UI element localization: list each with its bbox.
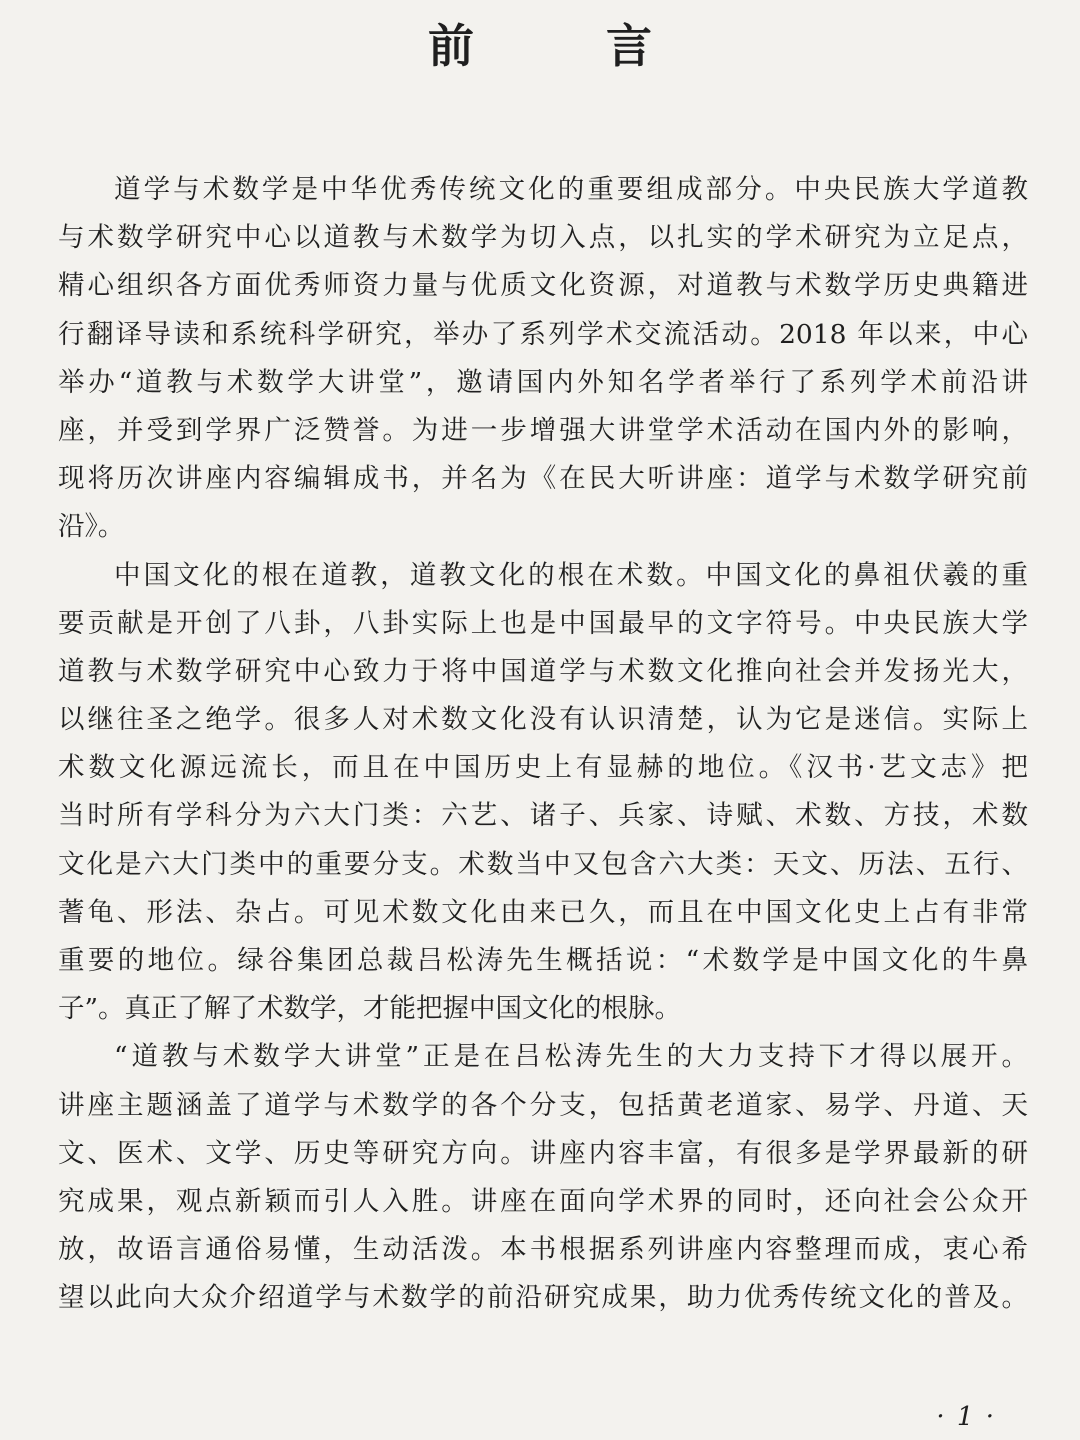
text-line: 子”。真正了解了术数学，才能把握中国文化的根脉。 — [58, 993, 682, 1025]
text-line: 精心组织各方面优秀师资力量与优质文化资源，对道教与术数学历史典籍进 — [58, 270, 1028, 302]
text-line: 中国文化的根在道教，道教文化的根在术数。中国文化的鼻祖伏羲的重 — [114, 559, 1028, 591]
text-line: 术数文化源远流长，而且在中国历史上有显赫的地位。《汉书·艺文志》把 — [58, 752, 1028, 784]
text-line: 道学与术数学是中华优秀传统文化的重要组成部分。中央民族大学道教 — [114, 174, 1028, 205]
text-line: 讲座主题涵盖了道学与术数学的各个分支，包括黄老道家、易学、丹道、天 — [58, 1089, 1028, 1121]
text-line: 文化是六大门类中的重要分支。术数当中又包含六大类：天文、历法、五行、 — [58, 848, 1028, 880]
text-line: 道教与术数学研究中心致力于将中国道学与术数文化推向社会并发扬光大， — [58, 655, 1028, 687]
text-line: 要贡献是开创了八卦，八卦实际上也是中国最早的文字符号。中央民族大学 — [58, 607, 1028, 639]
text-line: 现将历次讲座内容编辑成书，并名为《在民大听讲座：道学与术数学研究前 — [58, 463, 1028, 495]
page-title: 前 言 — [427, 19, 710, 73]
text-line: 行翻译导读和系统科学研究，举办了系列学术交流活动。2018 年以来，中心 — [58, 318, 1028, 350]
text-line: 文、医术、文学、历史等研究方向。讲座内容丰富，有很多是学界最新的研 — [58, 1137, 1028, 1169]
text-line: 沿》。 — [58, 511, 125, 543]
text-line: 座，并受到学界广泛赞誉。为进一步增强大讲堂学术活动在国内外的影响， — [58, 414, 1028, 446]
body-text — [58, 166, 1028, 1323]
text-line: 重要的地位。绿谷集团总裁吕松涛先生概括说：“术数学是中国文化的牛鼻 — [58, 945, 1028, 976]
page-number: · 1 · — [936, 1402, 996, 1432]
text-line: 望以此向大众介绍道学与术数学的前沿研究成果，助力优秀传统文化的普及。 — [58, 1282, 1028, 1314]
text-line: 与术数学研究中心以道教与术数学为切入点，以扎实的学术研究为立足点， — [58, 222, 1028, 254]
text-line: 当时所有学科分为六大门类：六艺、诸子、兵家、诗赋、术数、方技，术数 — [58, 800, 1028, 832]
text-line: “道教与术数学大讲堂”正是在吕松涛先生的大力支持下才得以展开。 — [114, 1041, 1028, 1073]
text-line: 蓍龟、形法、杂占。可见术数文化由来已久，而且在中国文化史上占有非常 — [58, 896, 1028, 928]
text-line: 以继往圣之绝学。很多人对术数文化没有认识清楚，认为它是迷信。实际上 — [58, 704, 1028, 736]
text-line: 举办“道教与术数学大讲堂”，邀请国内外知名学者举行了系列学术前沿讲 — [58, 366, 1028, 398]
text-line: 究成果，观点新颖而引人入胜。讲座在面向学术界的同时，还向社会公众开 — [58, 1185, 1028, 1217]
text-line: 放，故语言通俗易懂，生动活泼。本书根据系列讲座内容整理而成，衷心希 — [58, 1234, 1028, 1266]
